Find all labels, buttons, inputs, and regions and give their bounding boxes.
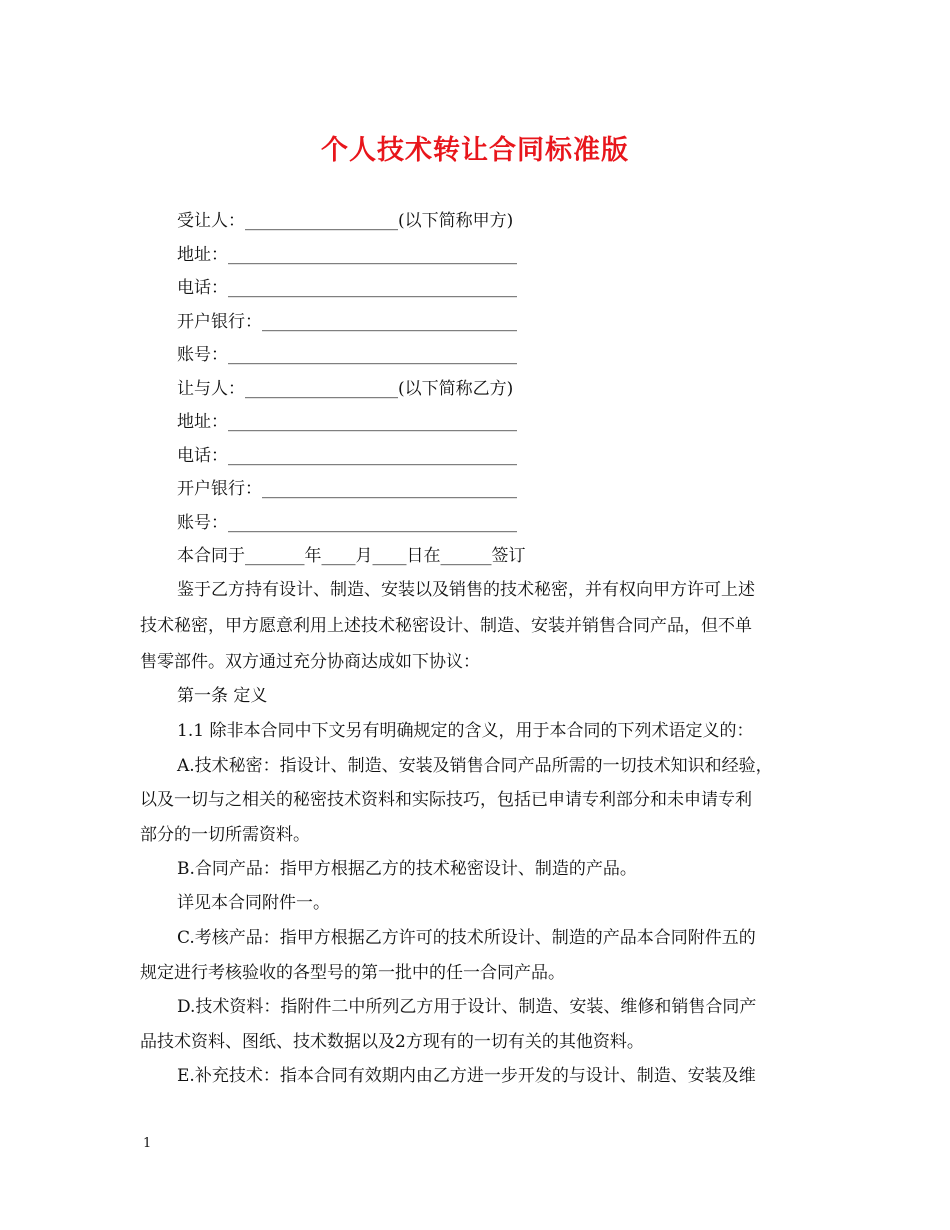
party-a-account-line: 账号：__________________________________ [177,345,517,365]
party-b-name-line: 让与人：__________________(以下简称乙方) [177,379,514,399]
party-a-phone-line: 电话：__________________________________ [177,278,517,298]
page-number: 1 [143,1136,152,1151]
signing-date-line: 本合同于_______年____月____日在______签订 [177,546,526,566]
party-b-account-line: 账号：__________________________________ [177,513,517,533]
body-text-line: 售零部件。双方通过充分协商达成如下协议： [140,652,480,672]
definition-line: 以及一切与之相关的秘密技术资料和实际技巧，包括已申请专利部分和未申请专利 [140,790,752,810]
definition-line: 规定进行考核验收的各型号的第一批中的任一合同产品。 [140,963,565,983]
clause-line: 1.1 除非本合同中下文另有明确规定的含义，用于本合同的下列术语定义的： [177,721,754,741]
document-title: 个人技术转让合同标准版 [321,135,629,166]
body-text-line: 鉴于乙方持有设计、制造、安装以及销售的技术秘密，并有权向甲方许可上述 [177,580,755,600]
definition-line: A.技术秘密：指设计、制造、安装及销售合同产品所需的一切技术知识和经验， [177,756,773,776]
definition-line: 品技术资料、图纸、技术数据以及2方现有的一切有关的其他资料。 [140,1032,644,1052]
party-b-address-line: 地址：__________________________________ [177,412,517,432]
definition-line: 部分的一切所需资料。 [140,825,310,845]
party-b-phone-line: 电话：__________________________________ [177,446,517,466]
definition-line: C.考核产品：指甲方根据乙方许可的技术所设计、制造的产品本合同附件五的 [177,928,756,948]
body-text-line: 技术秘密，甲方愿意利用上述技术秘密设计、制造、安装并销售合同产品，但不单 [140,616,752,636]
definition-line: E.补充技术：指本合同有效期内由乙方进一步开发的与设计、制造、安装及维 [177,1066,756,1086]
definition-line: 详见本合同附件一。 [177,893,330,913]
definition-line: D.技术资料：指附件二中所列乙方用于设计、制造、安装、维修和销售合同产 [177,997,757,1017]
definition-line: B.合同产品：指甲方根据乙方的技术秘密设计、制造的产品。 [177,859,637,879]
party-a-bank-line: 开户银行：______________________________ [177,312,517,332]
article-heading: 第一条 定义 [177,686,268,706]
party-a-address-line: 地址：__________________________________ [177,245,517,265]
party-b-bank-line: 开户银行：______________________________ [177,479,517,499]
party-a-name-line: 受让人：__________________(以下简称甲方) [177,211,514,231]
